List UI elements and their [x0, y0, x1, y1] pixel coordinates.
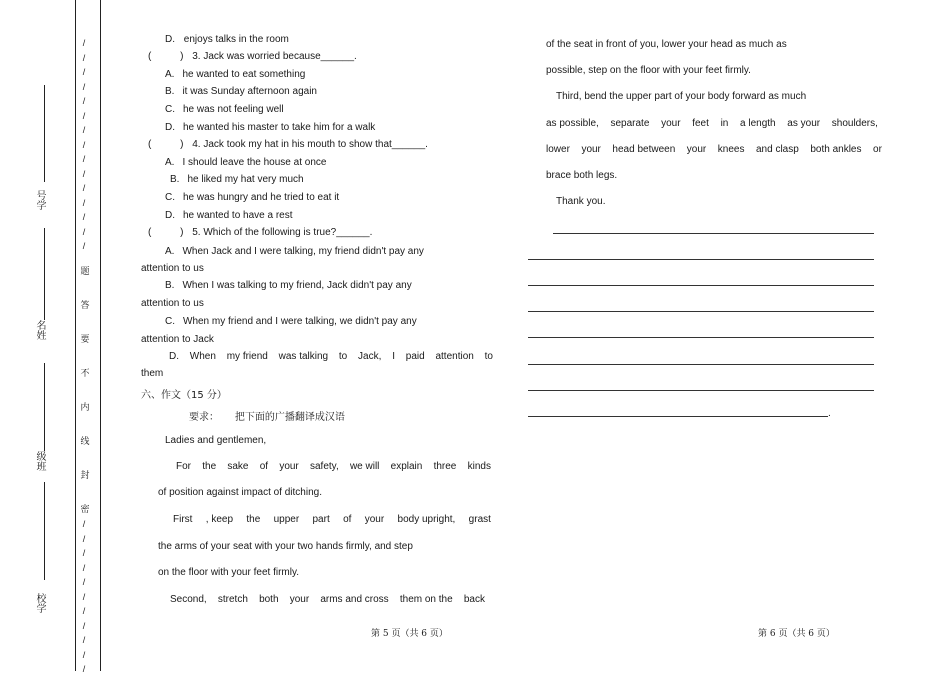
- q3-option-a: A. he wanted to eat something: [165, 69, 306, 80]
- question-4: ( ) 4. Jack took my hat in his mouth to show that______.: [148, 139, 428, 150]
- page-footer-5: 第 5 页（共 6 页）: [371, 629, 448, 639]
- q4-option-a: A. I should leave the house at once: [165, 157, 327, 168]
- sealing-slash: /: [82, 664, 86, 674]
- passage-line: For the sake of your safety, we will explain three kinds: [176, 461, 491, 472]
- sealing-slash: /: [82, 577, 86, 587]
- page-footer-6: 第 6 页（共 6 页）: [758, 629, 835, 639]
- answer-line[interactable]: [528, 311, 874, 312]
- passage-line: of position against impact of ditching.: [158, 487, 322, 498]
- sealing-slash: /: [82, 52, 86, 63]
- sealing-slash: /: [82, 110, 86, 121]
- sealing-slash: /: [82, 96, 86, 106]
- sealing-line: [100, 0, 101, 671]
- q5-option-d: [169, 351, 493, 362]
- sealing-slash: /: [82, 168, 86, 179]
- sealing-char: 线: [80, 437, 90, 447]
- sealing-slash: /: [82, 81, 86, 92]
- answer-line[interactable]: [553, 233, 874, 234]
- passage-line: First , keep the upper part of your body upright, grast: [173, 514, 491, 525]
- sealing-slash: /: [82, 197, 86, 208]
- sealing-slash: /: [82, 67, 86, 77]
- sealing-char: 答: [80, 301, 90, 311]
- q5-option-d-cont: them: [141, 368, 164, 379]
- sealing-char: 封: [80, 471, 90, 481]
- q4-option-c: C. he was hungry and he tried to eat it: [165, 192, 340, 203]
- q5-option-a-cont: attention to us: [141, 263, 204, 274]
- student-id-label: 号学: [34, 190, 45, 210]
- sealing-line: [75, 0, 76, 671]
- passage-line: of the seat in front of you, lower your head as much as: [546, 39, 787, 50]
- sealing-slash: /: [82, 183, 86, 193]
- sealing-char: 题: [80, 267, 90, 277]
- q5-option-c-cont: attention to Jack: [141, 334, 214, 345]
- info-rule: [44, 228, 45, 320]
- q5-option-d-line: D. When my friend was talking to Jack, I paid attention to: [169, 351, 493, 362]
- info-rule: [44, 85, 45, 182]
- name-label: 名姓: [34, 320, 45, 340]
- answer-blank[interactable]: ): [180, 51, 184, 62]
- sealing-slash: /: [82, 649, 86, 660]
- sealing-slash: /: [82, 635, 86, 645]
- answer-line[interactable]: [528, 364, 874, 365]
- passage-closing: Thank you.: [556, 196, 606, 207]
- q5-option-b: B. When I was talking to my friend, Jack didn't pay any: [165, 280, 412, 291]
- q4-option-b: B. he liked my hat very much: [170, 174, 304, 185]
- info-rule: [44, 482, 45, 580]
- info-rule: [44, 363, 45, 451]
- q5-option-b-cont: attention to us: [141, 298, 204, 309]
- passage-line: possible, step on the floor with your feet firmly.: [546, 65, 751, 76]
- sealing-slash: /: [82, 38, 86, 48]
- sealing-slash: /: [82, 241, 86, 251]
- passage-line: as possible, separate your feet in a length as your shoulders,: [546, 118, 878, 129]
- answer-blank[interactable]: ): [180, 139, 184, 150]
- sealing-slash: /: [82, 154, 86, 164]
- section-heading: 六、作文（15 分）: [141, 390, 227, 401]
- passage-line: Second, stretch both your arms and cross them on the back: [170, 594, 485, 605]
- q2-option-d: D. enjoys talks in the room: [165, 34, 289, 45]
- q3-option-d: D. he wanted his master to take him for a walk: [165, 122, 376, 133]
- answer-line[interactable]: [528, 285, 874, 286]
- sealing-slash: /: [82, 591, 86, 602]
- sealing-slash: /: [82, 620, 86, 631]
- school-label: 校学: [34, 593, 45, 613]
- sealing-slash: /: [82, 519, 86, 529]
- passage-line: Third, bend the upper part of your body forward as much: [556, 91, 807, 102]
- class-label: 级班: [34, 451, 45, 471]
- sealing-slash: /: [82, 226, 86, 237]
- q3-option-c: C. he was not feeling well: [165, 104, 284, 115]
- answer-line[interactable]: [528, 416, 828, 417]
- sealing-slash: /: [82, 125, 86, 135]
- q4-option-d: D. he wanted to have a rest: [165, 210, 293, 221]
- answer-line[interactable]: [528, 390, 874, 391]
- question-5: ( ) 5. Which of the following is true?______.: [148, 227, 373, 238]
- question-3: ( ) 3. Jack was worried because______.: [148, 51, 357, 62]
- answer-end-mark: .: [828, 408, 831, 419]
- q5-option-a: A. When Jack and I were talking, my friend didn't pay any: [165, 246, 424, 257]
- passage-line: brace both legs.: [546, 170, 618, 181]
- answer-line[interactable]: [528, 337, 874, 338]
- sealing-char: 要: [80, 335, 90, 345]
- sealing-slash: /: [82, 139, 86, 150]
- writing-requirement: 要求： 把下面的广播翻译成汉语: [189, 412, 345, 423]
- q3-option-b: B. it was Sunday afternoon again: [165, 86, 317, 97]
- sealing-slash: /: [82, 606, 86, 616]
- sealing-char: 内: [80, 403, 90, 413]
- passage-salutation: Ladies and gentlemen,: [165, 435, 267, 446]
- sealing-slash: /: [82, 212, 86, 222]
- passage-line: on the floor with your feet firmly.: [158, 567, 299, 578]
- q5-option-c: C. When my friend and I were talking, we didn't pay any: [165, 316, 417, 327]
- sealing-char: 密: [80, 505, 90, 515]
- sealing-slash: /: [82, 548, 86, 558]
- answer-blank[interactable]: ): [180, 227, 184, 238]
- sealing-char: 不: [80, 369, 90, 379]
- answer-line[interactable]: [528, 259, 874, 260]
- passage-line: lower your head between your knees and clasp both ankles or: [546, 144, 882, 155]
- sealing-slash: /: [82, 533, 86, 544]
- passage-line: the arms of your seat with your two hands firmly, and step: [158, 541, 413, 552]
- sealing-slash: /: [82, 562, 86, 573]
